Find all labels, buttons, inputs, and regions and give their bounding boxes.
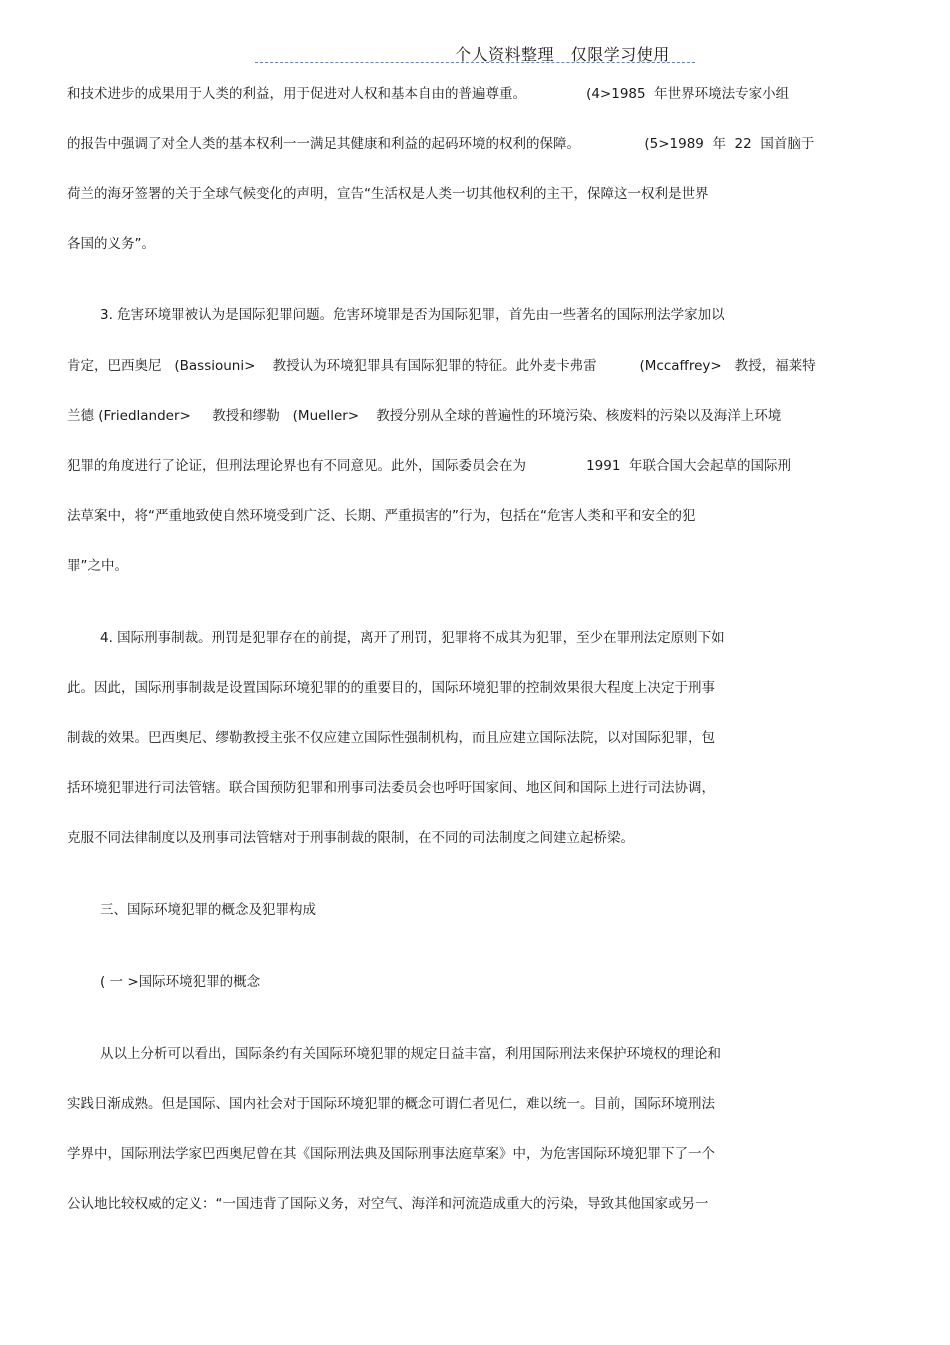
text-line: 此。因此，国际刑事制裁是设置国际环境犯罪的的重要目的，国际环境犯罪的控制效果很大程度上决定于刑事 [67,680,715,696]
text-line: 实践日渐成熟。但是国际、国内社会对于国际环境犯罪的概念可谓仁者见仁，难以统一。目前，国际环境刑法 [67,1096,715,1112]
text-line: 的报告中强调了对全人类的基本权利一一满足其健康和利益的起码环境的权利的保障。 (5>1989 年 22 国首脑于 [67,136,815,152]
paragraph-start: 4. 国际刑事制裁。刑罚是犯罪存在的前提，离开了刑罚，犯罪将不成其为犯罪，至少在罪刑法定原则下如 [100,630,725,646]
text-line: 肯定，巴西奥尼 (Bassiouni> 教授认为环境犯罪具有国际犯罪的特征。此外麦卡弗雷 (Mccaffrey> 教授，福莱特 [67,358,816,374]
text-line: 犯罪的角度进行了论证，但刑法理论界也有不同意见。此外，国际委员会在为 1991 年联合国大会起草的国际刑 [67,458,792,474]
paragraph-start: 从以上分析可以看出，国际条约有关国际环境犯罪的规定日益丰富，利用国际刑法来保护环境权的理论和 [100,1046,721,1062]
text-line: 和技术进步的成果用于人类的利益，用于促进对人权和基本自由的普遍尊重。 (4>1985 年世界环境法专家小组 [67,86,790,102]
text-line: 学界中，国际刑法学家巴西奥尼曾在其《国际刑法典及国际刑事法庭草案》中，为危害国际环境犯罪下了一个 [67,1146,715,1162]
header-divider [255,62,695,63]
text-line: 法草案中，将“严重地致使自然环境受到广泛、长期、严重损害的”行为，包括在“危害人类和平和安全的犯 [67,508,696,524]
text-line: 荷兰的海牙签署的关于全球气候变化的声明，宣告“生活权是人类一切其他权利的主干，保障这一权利是世界 [67,186,709,202]
subsection-heading: ( 一 >国际环境犯罪的概念 [100,974,261,990]
text-line: 括环境犯罪进行司法管辖。联合国预防犯罪和刑事司法委员会也呼吁国家间、地区间和国际上进行司法协调， [67,780,715,796]
page-header: 个人资料整理 仅限学习使用 [455,45,670,64]
text-line: 兰德 (Friedlander> 教授和缪勒 (Mueller> 教授分别从全球的普遍性的环境污染、核废料的污染以及海洋上环境 [67,408,782,424]
text-line: 克服不同法律制度以及刑事司法管辖对于刑事制裁的限制，在不同的司法制度之间建立起桥梁。 [67,830,634,846]
text-line: 制裁的效果。巴西奥尼、缪勒教授主张不仅应建立国际性强制机构，而且应建立国际法院，以对国际犯罪，包 [67,730,715,746]
text-line: 罪”之中。 [67,558,128,574]
section-heading: 三、国际环境犯罪的概念及犯罪构成 [100,902,316,918]
text-line: 各国的义务”。 [67,236,155,252]
text-line: 公认地比较权威的定义：“一国违背了国际义务，对空气、海洋和河流造成重大的污染，导致其他国家或另一 [67,1196,709,1212]
paragraph-start: 3. 危害环境罪被认为是国际犯罪问题。危害环境罪是否为国际犯罪，首先由一些著名的国际刑法学家加以 [100,307,725,323]
